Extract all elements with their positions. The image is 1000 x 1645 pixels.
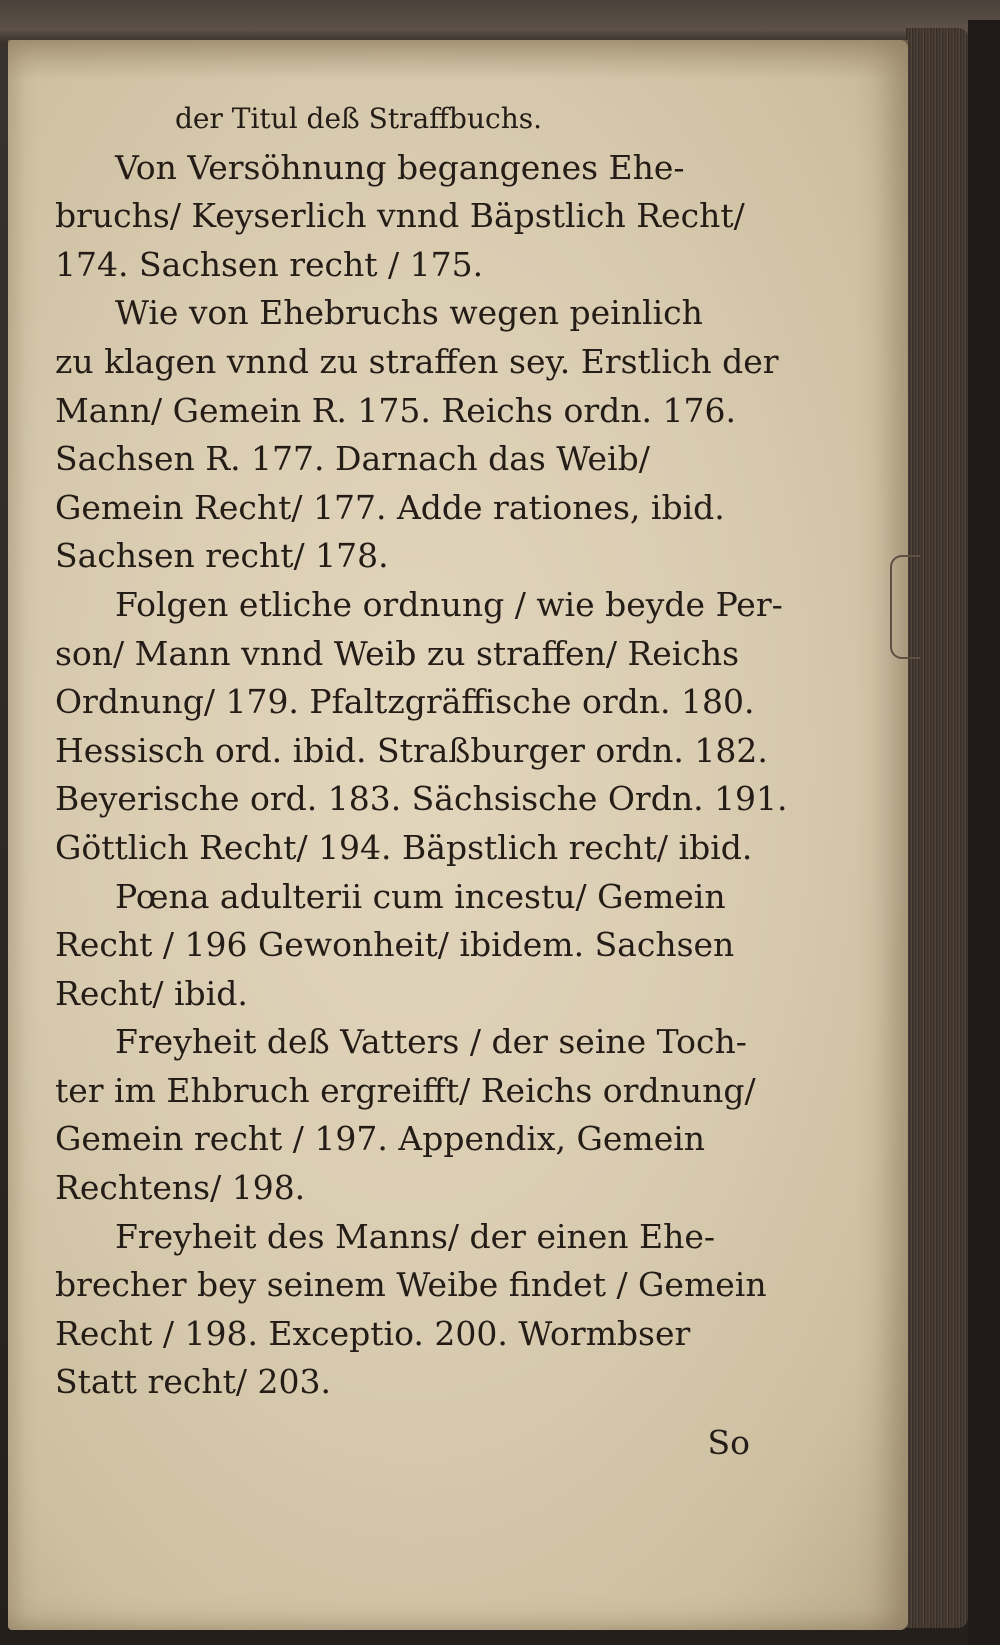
text-line: zu klagen vnnd zu straffen sey. Erstlich der xyxy=(55,341,779,381)
book-spine-shadow xyxy=(968,20,1000,1645)
text-line: Freyheit deß Vatters / der seine Toch- xyxy=(115,1022,747,1062)
running-head: der Titul deß Straffbuchs. xyxy=(175,102,542,135)
catchword: So xyxy=(707,1423,750,1463)
text-line: Wie von Ehebruchs wegen peinlich xyxy=(115,293,703,333)
margin-tab-mark xyxy=(890,555,920,659)
text-line: Beyerische ord. 183. Sächsische Ordn. 191. xyxy=(55,779,788,819)
text-line: Gemein Recht/ 177. Adde rationes, ibid. xyxy=(55,487,725,527)
text-line: Rechtens/ 198. xyxy=(55,1168,306,1208)
text-line: Recht/ ibid. xyxy=(55,973,248,1013)
text-line: Recht / 196 Gewonheit/ ibidem. Sachsen xyxy=(55,925,735,965)
text-line: Sachsen R. 177. Darnach das Weib/ xyxy=(55,439,650,479)
text-line: Recht / 198. Exceptio. 200. Wormbser xyxy=(55,1313,691,1353)
text-line: 174. Sachsen recht / 175. xyxy=(55,244,484,284)
text-line: bruchs/ Keyserlich vnnd Bäpstlich Recht/ xyxy=(55,196,745,236)
page-stack-edges xyxy=(906,28,968,1628)
text-line: Mann/ Gemein R. 175. Reichs ordn. 176. xyxy=(55,390,736,430)
book-top-edge xyxy=(0,0,1000,42)
text-line: ter im Ehbruch ergreifft/ Reichs ordnung/ xyxy=(55,1070,756,1110)
text-line: Freyheit des Manns/ der einen Ehe- xyxy=(115,1216,716,1256)
text-line: Von Versöhnung begangenes Ehe- xyxy=(115,147,685,187)
text-line: Göttlich Recht/ 194. Bäpstlich recht/ ibid. xyxy=(55,827,753,867)
text-line: Sachsen recht/ 178. xyxy=(55,536,389,576)
text-line: Folgen etliche ordnung / wie beyde Per- xyxy=(115,584,783,624)
text-line: Statt recht/ 203. xyxy=(55,1362,331,1402)
text-line: son/ Mann vnnd Weib zu straffen/ Reichs xyxy=(55,633,740,673)
text-line: Pœna adulterii cum incestu/ Gemein xyxy=(115,876,726,916)
text-line: brecher bey seinem Weibe findet / Gemein xyxy=(55,1265,767,1305)
page-top-fold xyxy=(8,40,908,80)
text-line: Hessisch ord. ibid. Straßburger ordn. 182. xyxy=(55,730,768,770)
text-line: Ordnung/ 179. Pfaltzgräffische ordn. 180. xyxy=(55,682,755,722)
text-line: Gemein recht / 197. Appendix, Gemein xyxy=(55,1119,706,1159)
page-text xyxy=(55,95,788,1468)
